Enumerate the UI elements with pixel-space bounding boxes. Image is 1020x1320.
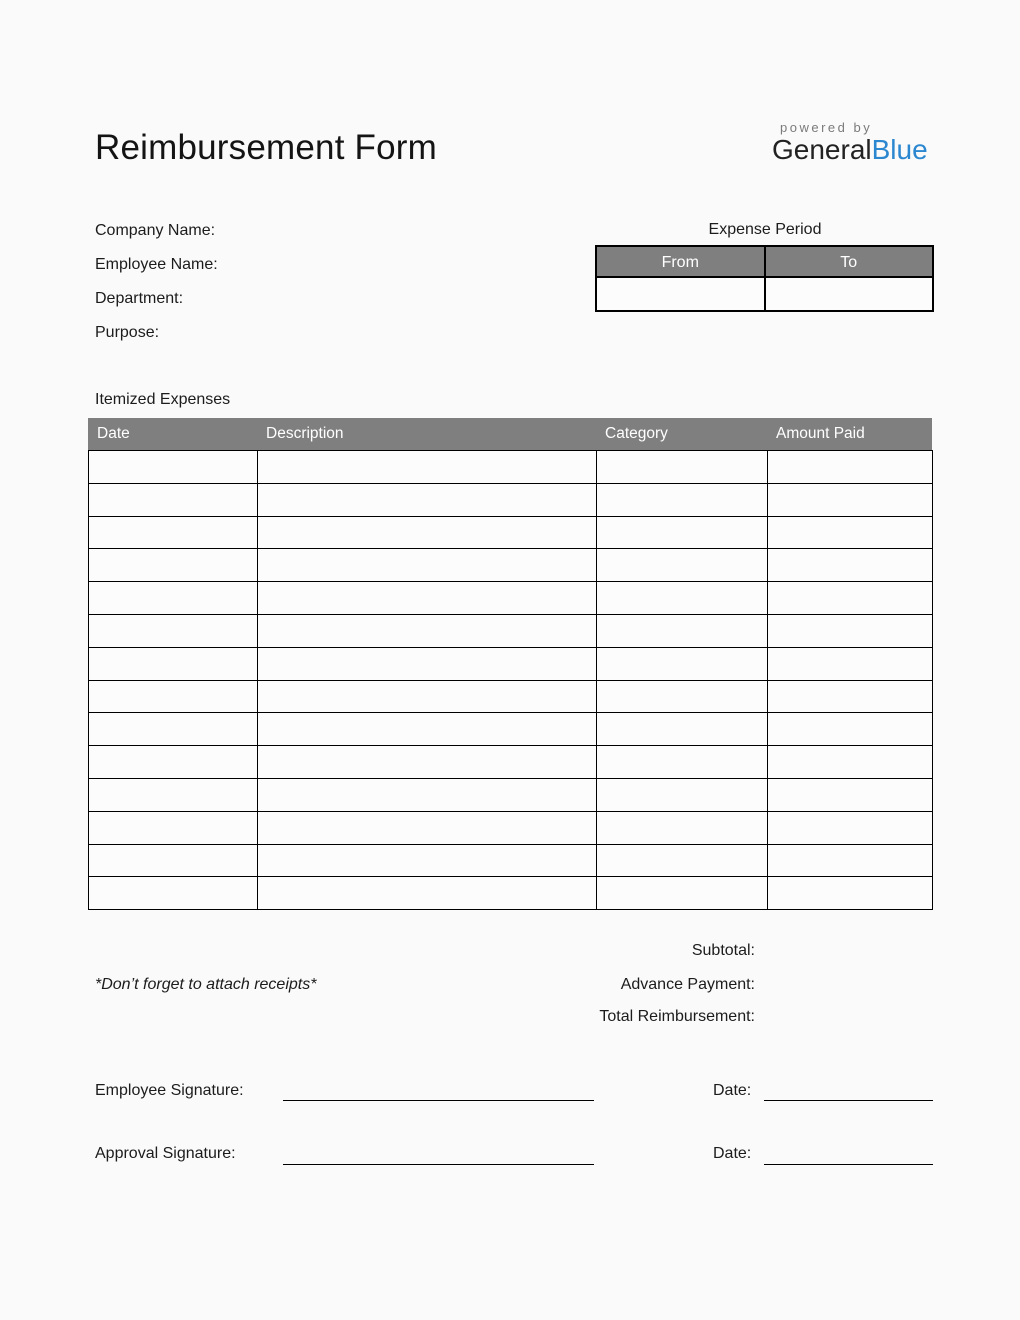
expense-cell-date[interactable] bbox=[89, 713, 258, 746]
expense-cell-category[interactable] bbox=[597, 516, 768, 549]
expense-period-to-value[interactable] bbox=[764, 278, 933, 310]
expense-table-body bbox=[89, 451, 933, 910]
expense-cell-amount-paid[interactable] bbox=[768, 713, 933, 746]
expense-row bbox=[89, 614, 933, 647]
expense-cell-category[interactable] bbox=[597, 746, 768, 779]
employee-name-label: Employee Name: bbox=[95, 256, 218, 273]
expense-cell-amount-paid[interactable] bbox=[768, 451, 933, 484]
amount-paid-column-header: Amount Paid bbox=[776, 425, 865, 442]
company-name-field bbox=[95, 222, 500, 240]
employee-signature-line[interactable] bbox=[283, 1100, 594, 1101]
subtotal-value[interactable] bbox=[765, 941, 932, 961]
total-reimbursement-label: Total Reimbursement: bbox=[599, 1008, 755, 1025]
description-column-header: Description bbox=[266, 425, 344, 442]
advance-payment-value[interactable] bbox=[765, 975, 932, 995]
expense-cell-date[interactable] bbox=[89, 516, 258, 549]
expense-cell-date[interactable] bbox=[89, 483, 258, 516]
employee-date-line[interactable] bbox=[764, 1100, 933, 1101]
expense-cell-description[interactable] bbox=[258, 778, 597, 811]
expense-cell-category[interactable] bbox=[597, 844, 768, 877]
expense-cell-category[interactable] bbox=[597, 549, 768, 582]
department-label: Department: bbox=[95, 290, 184, 307]
expense-cell-description[interactable] bbox=[258, 877, 597, 910]
expense-cell-description[interactable] bbox=[258, 746, 597, 779]
brand-general-text: General bbox=[772, 134, 872, 165]
expense-row bbox=[89, 778, 933, 811]
expense-period-title: Expense Period bbox=[708, 221, 822, 238]
expense-table bbox=[88, 450, 933, 910]
expense-cell-date[interactable] bbox=[89, 582, 258, 615]
expense-cell-amount-paid[interactable] bbox=[768, 516, 933, 549]
expense-cell-category[interactable] bbox=[597, 778, 768, 811]
expense-period-from-value[interactable] bbox=[597, 278, 764, 310]
expense-cell-date[interactable] bbox=[89, 877, 258, 910]
expense-cell-description[interactable] bbox=[258, 811, 597, 844]
expense-row bbox=[89, 811, 933, 844]
expense-cell-amount-paid[interactable] bbox=[768, 877, 933, 910]
expense-cell-description[interactable] bbox=[258, 844, 597, 877]
approval-signature-line[interactable] bbox=[283, 1164, 594, 1165]
purpose-field bbox=[95, 324, 444, 342]
purpose-value[interactable] bbox=[164, 326, 444, 342]
expense-row bbox=[89, 713, 933, 746]
expense-cell-category[interactable] bbox=[597, 614, 768, 647]
total-reimbursement-value[interactable] bbox=[765, 1007, 932, 1027]
employee-name-field bbox=[95, 256, 502, 274]
expense-cell-date[interactable] bbox=[89, 647, 258, 680]
expense-cell-date[interactable] bbox=[89, 549, 258, 582]
expense-cell-amount-paid[interactable] bbox=[768, 549, 933, 582]
expense-cell-description[interactable] bbox=[258, 516, 597, 549]
page-title: Reimbursement Form bbox=[95, 128, 438, 167]
expense-cell-category[interactable] bbox=[597, 647, 768, 680]
itemized-expenses-title: Itemized Expenses bbox=[95, 391, 231, 408]
expense-cell-amount-paid[interactable] bbox=[768, 746, 933, 779]
expense-cell-amount-paid[interactable] bbox=[768, 811, 933, 844]
expense-cell-category[interactable] bbox=[597, 483, 768, 516]
expense-cell-description[interactable] bbox=[258, 647, 597, 680]
expense-cell-description[interactable] bbox=[258, 614, 597, 647]
expense-cell-date[interactable] bbox=[89, 451, 258, 484]
brand-blue-text: Blue bbox=[871, 134, 928, 165]
expense-period-to-header: To bbox=[764, 247, 933, 278]
expense-cell-date[interactable] bbox=[89, 680, 258, 713]
expense-cell-category[interactable] bbox=[597, 680, 768, 713]
powered-by-text: powered by bbox=[780, 120, 873, 135]
expense-cell-description[interactable] bbox=[258, 713, 597, 746]
expense-cell-amount-paid[interactable] bbox=[768, 647, 933, 680]
attach-receipts-note: *Don’t forget to attach receipts* bbox=[95, 976, 317, 993]
company-name-label: Company Name: bbox=[95, 222, 216, 239]
expense-cell-description[interactable] bbox=[258, 680, 597, 713]
expense-cell-description[interactable] bbox=[258, 483, 597, 516]
employee-signature-label: Employee Signature: bbox=[95, 1082, 244, 1099]
expense-cell-category[interactable] bbox=[597, 877, 768, 910]
expense-cell-description[interactable] bbox=[258, 451, 597, 484]
expense-row bbox=[89, 680, 933, 713]
expense-cell-amount-paid[interactable] bbox=[768, 680, 933, 713]
expense-cell-date[interactable] bbox=[89, 778, 258, 811]
expense-row bbox=[89, 582, 933, 615]
expense-cell-date[interactable] bbox=[89, 746, 258, 779]
expense-cell-category[interactable] bbox=[597, 582, 768, 615]
approval-date-label: Date: bbox=[713, 1145, 752, 1162]
expense-period-value-row bbox=[597, 278, 932, 310]
expense-cell-date[interactable] bbox=[89, 844, 258, 877]
date-column-header: Date bbox=[97, 425, 130, 442]
expense-period-header-row bbox=[597, 247, 932, 278]
expense-cell-amount-paid[interactable] bbox=[768, 778, 933, 811]
expense-row bbox=[89, 746, 933, 779]
advance-payment-label: Advance Payment: bbox=[620, 976, 755, 993]
general-blue-logo bbox=[772, 120, 928, 165]
expense-cell-category[interactable] bbox=[597, 811, 768, 844]
expense-cell-description[interactable] bbox=[258, 549, 597, 582]
expense-row bbox=[89, 647, 933, 680]
expense-cell-amount-paid[interactable] bbox=[768, 844, 933, 877]
expense-cell-amount-paid[interactable] bbox=[768, 483, 933, 516]
company-name-value[interactable] bbox=[220, 224, 500, 240]
expense-cell-amount-paid[interactable] bbox=[768, 582, 933, 615]
employee-date-label: Date: bbox=[713, 1082, 752, 1099]
expense-cell-category[interactable] bbox=[597, 713, 768, 746]
subtotal-label: Subtotal: bbox=[691, 942, 755, 959]
approval-date-line[interactable] bbox=[764, 1164, 933, 1165]
expense-period-from-header: From bbox=[597, 247, 764, 278]
expense-row bbox=[89, 483, 933, 516]
expense-row bbox=[89, 844, 933, 877]
expense-period-table bbox=[595, 245, 934, 312]
approval-signature-label: Approval Signature: bbox=[95, 1145, 236, 1162]
expense-row bbox=[89, 451, 933, 484]
expense-row bbox=[89, 549, 933, 582]
expense-cell-amount-paid[interactable] bbox=[768, 614, 933, 647]
department-field bbox=[95, 290, 468, 308]
expense-cell-category[interactable] bbox=[597, 451, 768, 484]
category-column-header: Category bbox=[605, 425, 668, 442]
expense-row bbox=[89, 877, 933, 910]
department-value[interactable] bbox=[188, 292, 468, 308]
expense-table-header bbox=[88, 418, 932, 450]
expense-cell-date[interactable] bbox=[89, 811, 258, 844]
purpose-label: Purpose: bbox=[95, 324, 160, 341]
expense-row bbox=[89, 516, 933, 549]
expense-cell-description[interactable] bbox=[258, 582, 597, 615]
expense-cell-date[interactable] bbox=[89, 614, 258, 647]
employee-name-value[interactable] bbox=[222, 258, 502, 274]
brand-wordmark bbox=[772, 135, 928, 165]
